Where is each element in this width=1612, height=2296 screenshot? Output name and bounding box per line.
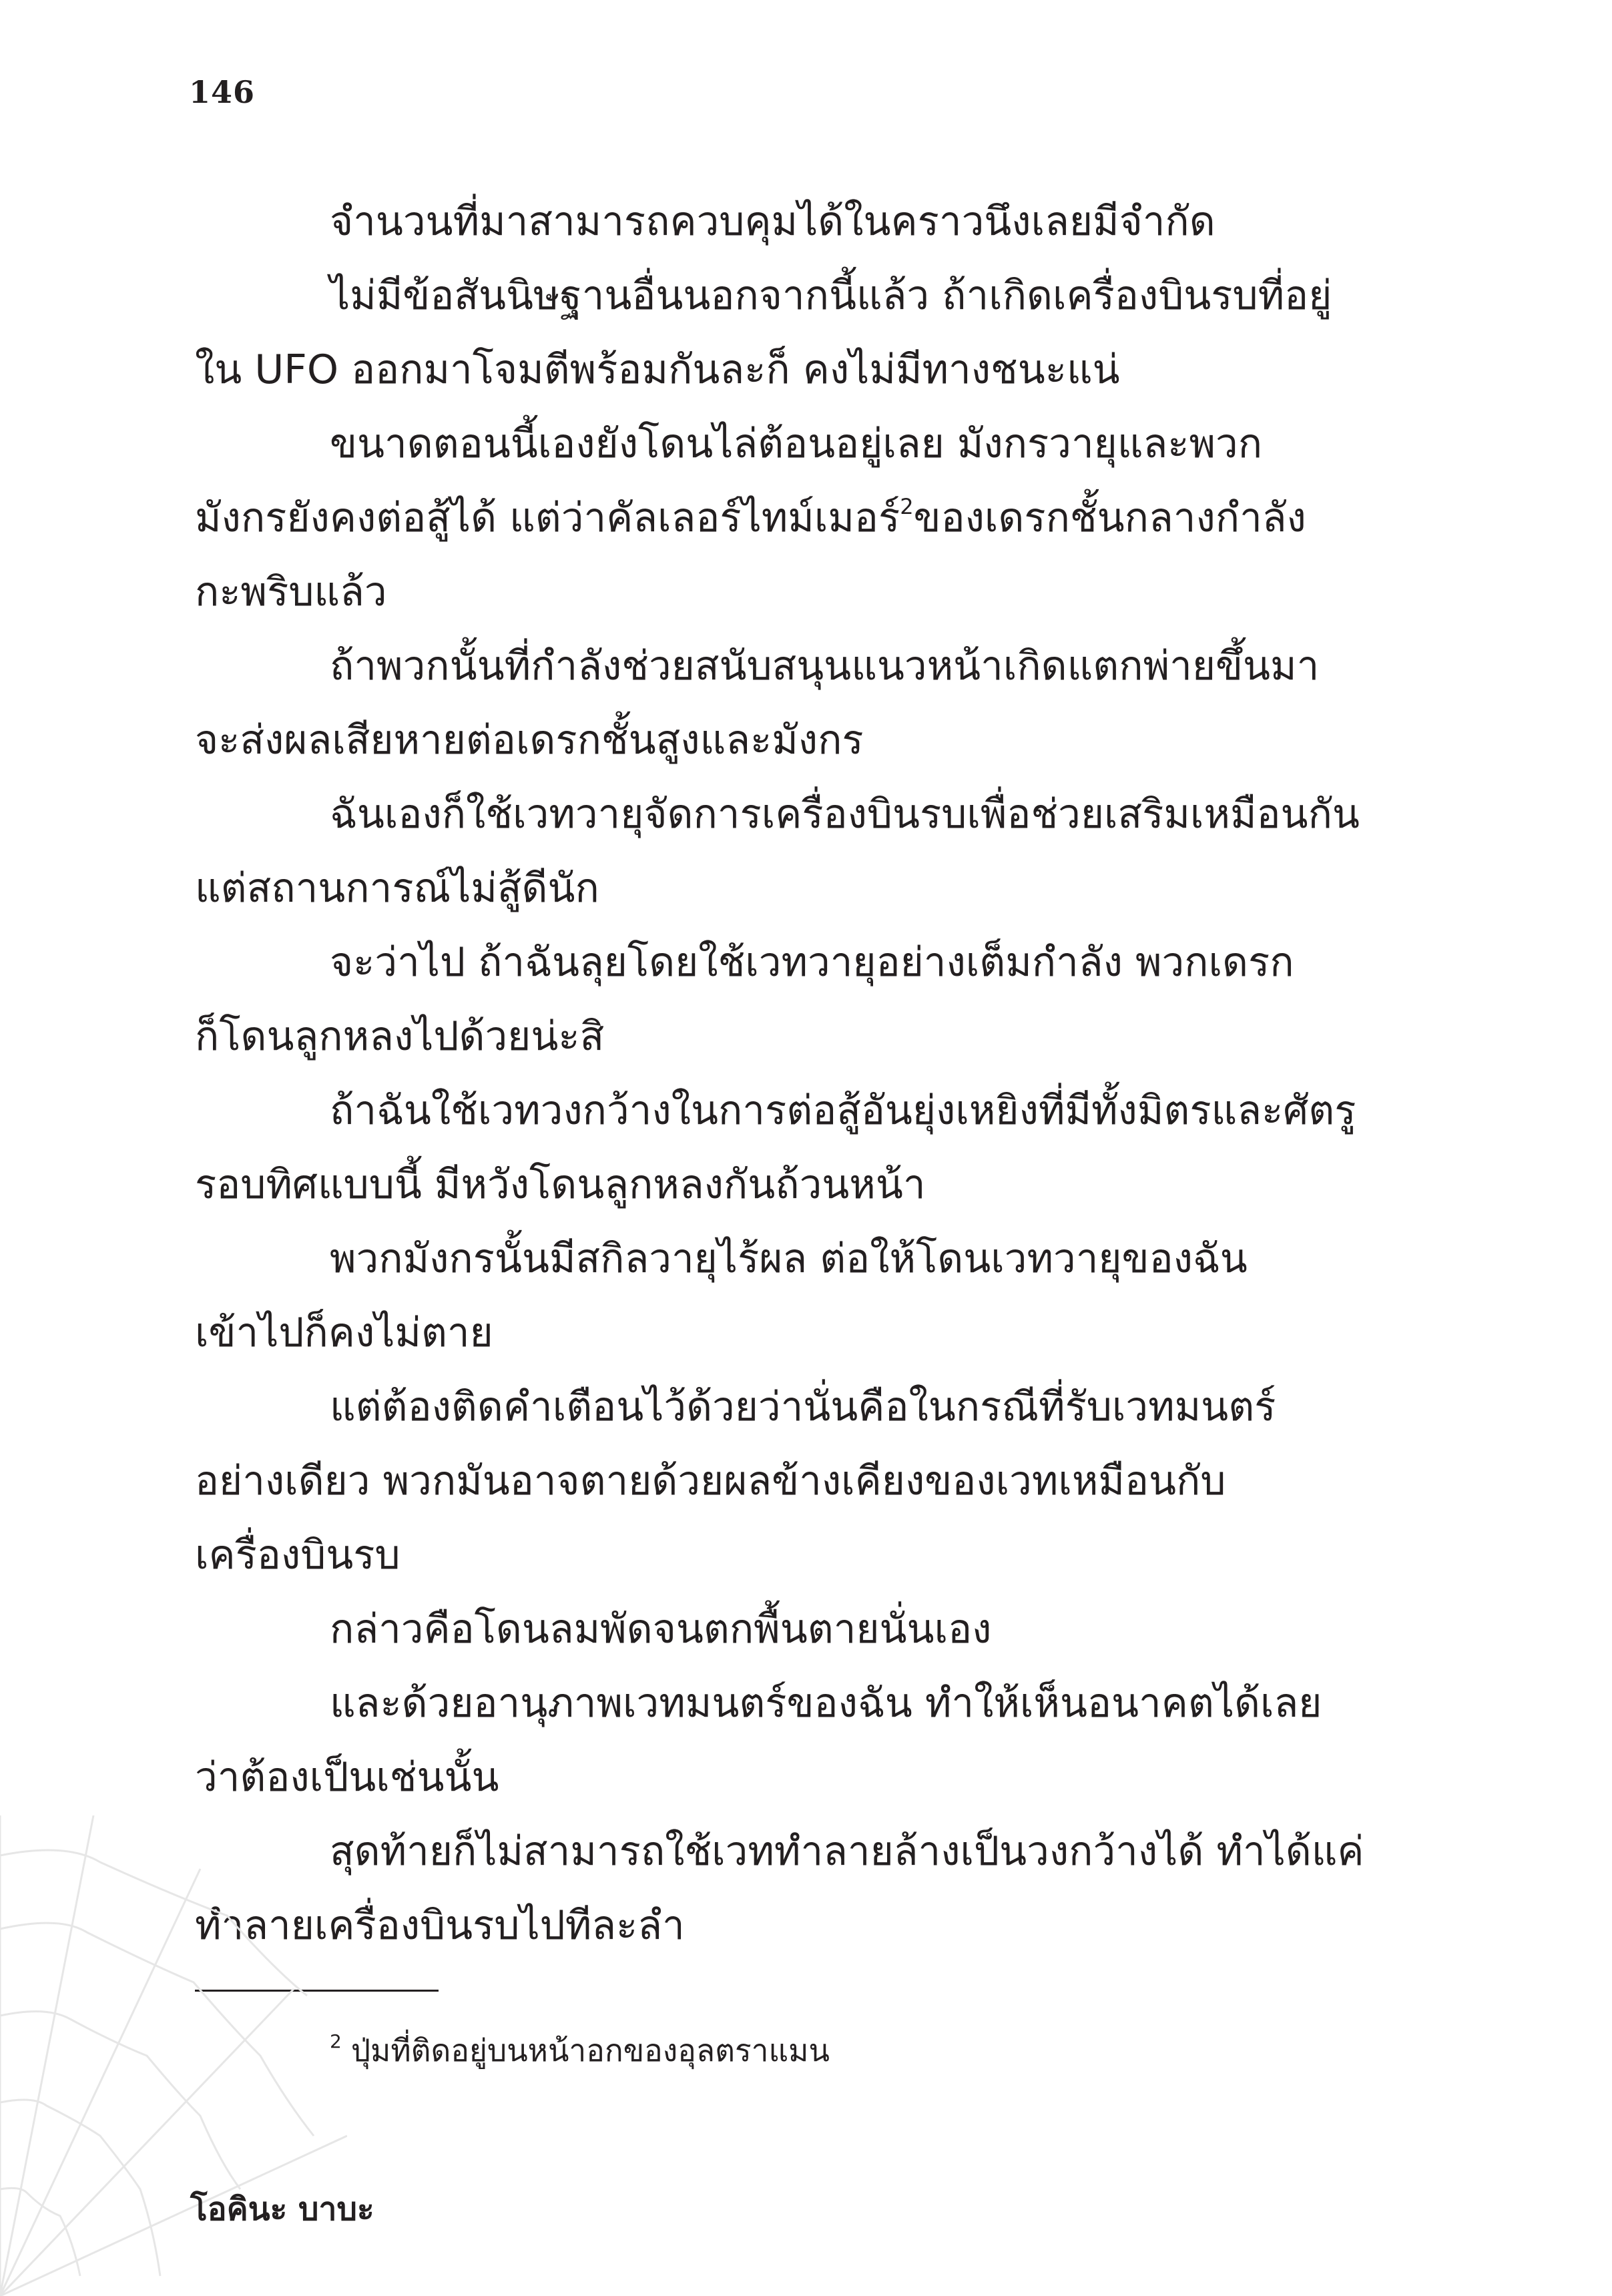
text-line: จะส่งผลเสียหายต่อเดรกชั้นสูงและมังกร [195,717,864,764]
author-name: โอคินะ บาบะ [190,2191,374,2228]
footnote-marker: 2 [900,494,914,519]
text-line: เครื่องบินรบ [195,1532,400,1579]
text-line: จะว่าไป ถ้าฉันลุยโดยใช้เวทวายุอย่างเต็มกำลัง พวกเดรก [330,939,1294,986]
text-line: สุดท้ายก็ไม่สามารถใช้เวททำลายล้างเป็นวงกว้างได้ ทำได้แค่ [330,1828,1364,1875]
text-line: กะพริบแล้ว [195,569,387,615]
text-line: ถ้าฉันใช้เวทวงกว้างในการต่อสู้อันยุ่งเหยิงที่มีทั้งมิตรและศัตรู [330,1087,1356,1134]
footnote-text: ปุ่มที่ติดอยู่บนหน้าอกของอุลตราแมน [350,2032,830,2068]
text-line: แต่สถานการณ์ไม่สู้ดีนัก [195,865,599,912]
text-line: ก็โดนลูกหลงไปด้วยน่ะสิ [195,1013,605,1060]
text-line: ของเดรกชั้นกลางกำลัง [913,495,1306,541]
footnote-marker: 2 [330,2030,342,2052]
text-line: จำนวนที่มาสามารถควบคุมได้ในคราวนึงเลยมีจำกัด [330,198,1216,245]
text-line: ไม่มีข้อสันนิษฐานอื่นนอกจากนี้แล้ว ถ้าเกิดเครื่องบินรบที่อยู่ [330,272,1332,319]
text-line: ใน UFO ออกมาโจมตีพร้อมกันละก็ คงไม่มีทางชนะแน่ [195,346,1120,393]
text-line: ทำลายเครื่องบินรบไปทีละลำ [195,1902,685,1949]
text-line-with-footnote [195,478,1306,558]
text-line: แต่ต้องติดคำเตือนไว้ด้วยว่านั่นคือในกรณีที่รับเวทมนตร์ [330,1384,1276,1430]
text-line: พวกมังกรนั้นมีสกิลวายุไร้ผล ต่อให้โดนเวทวายุของฉัน [330,1235,1248,1282]
text-line: ขนาดตอนนี้เองยังโดนไล่ต้อนอยู่เลย มังกรวายุและพวก [330,420,1263,467]
text-line: รอบทิศแบบนี้ มีหวังโดนลูกหลงกันถ้วนหน้า [195,1161,926,1208]
text-line: มังกรยังคงต่อสู้ได้ แต่ว่าคัลเลอร์ไทม์เมอร์ [195,495,900,541]
text-line: อย่างเดียว พวกมันอาจตายด้วยผลข้างเคียงของเวทเหมือนกับ [195,1458,1226,1504]
text-line: ฉันเองก็ใช้เวทวายุจัดการเครื่องบินรบเพื่อช่วยเสริมเหมือนกัน [330,791,1360,838]
text-line: กล่าวคือโดนลมพัดจนตกพื้นตายนั่นเอง [330,1606,992,1653]
footnote [330,2024,830,2077]
text-line: ถ้าพวกนั้นที่กำลังช่วยสนับสนุนแนวหน้าเกิดแตกพ่ายขึ้นมา [330,643,1320,689]
text-line: เข้าไปก็คงไม่ตาย [195,1310,493,1356]
text-line: และด้วยอานุภาพเวทมนตร์ของฉัน ทำให้เห็นอนาคตได้เลย [330,1680,1322,1727]
page-number: 146 [189,74,256,110]
text-line: ว่าต้องเป็นเช่นนั้น [195,1754,499,1801]
